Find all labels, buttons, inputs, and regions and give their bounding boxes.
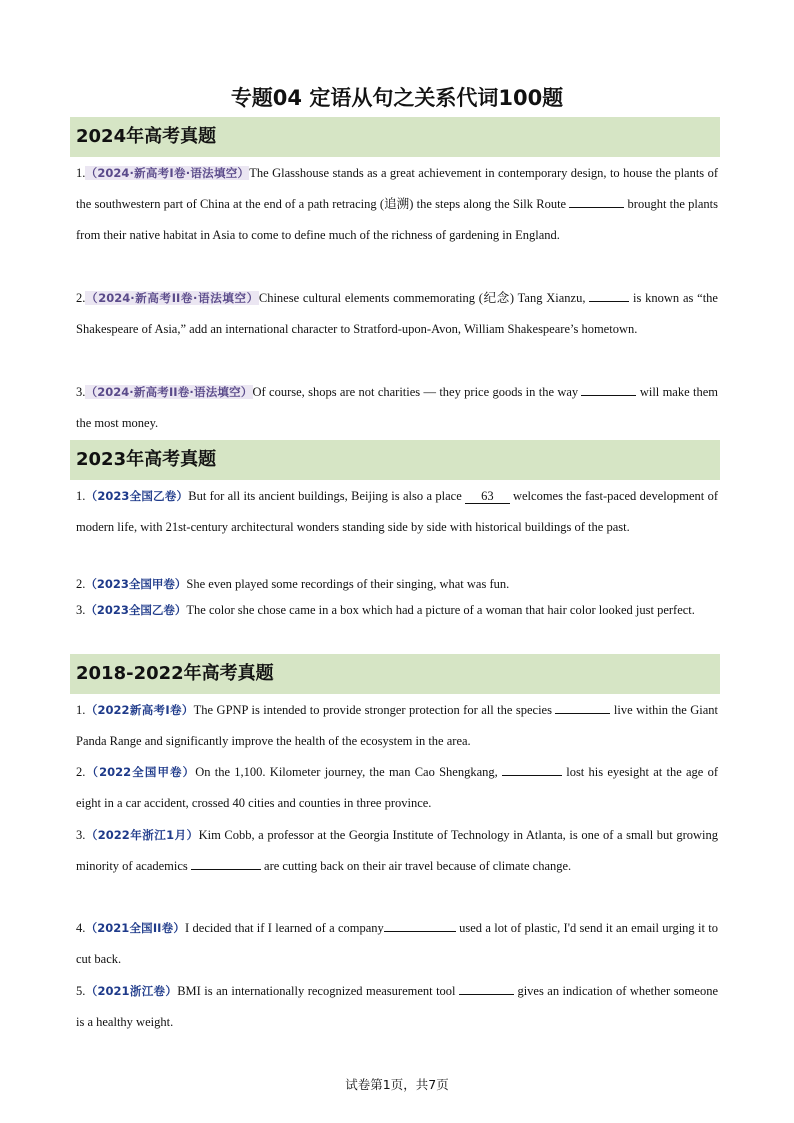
question-2024-1 [76, 158, 718, 251]
question-source: （2024·新高考Ⅰ卷·语法填空） [85, 166, 250, 180]
page-footer: 试卷第1页，共7页 [345, 1077, 449, 1092]
question-text-before: I decided that if I learned of a company [185, 921, 384, 935]
question-text-after: brought the plants from their native habitat in Asia to come to define much of the richness of gardening in England. [76, 197, 718, 242]
answer-blank-filled[interactable]: 63 [465, 489, 510, 504]
question-source: （2021全国II卷） [85, 921, 186, 935]
question-2024-3 [76, 377, 718, 439]
answer-blank[interactable] [459, 980, 514, 995]
question-text-before: The Glasshouse stands as a great achievement in contemporary design, to house the plants of the southwestern part of China at the end of a path retracing (追溯) the steps along the Silk Route [76, 166, 718, 211]
question-text-after: welcomes the fast-paced development of modern life, with 21st-century architectural wonders standing side by side with historical buildings of the past. [76, 489, 718, 534]
question-source: （2022年浙江1月） [85, 828, 199, 842]
section-heading-2023: 2023年高考真题 [70, 440, 720, 480]
question-source: （2022全国甲卷） [85, 765, 196, 779]
question-source: （2023全国甲卷） [85, 577, 187, 591]
question-text-before: Chinese cultural elements commemorating (纪念) Tang Xianzu, [258, 291, 590, 305]
section-heading-2024: 2024年高考真题 [70, 117, 720, 157]
question-number: 4. [76, 921, 86, 935]
page-title: 专题04 定语从句之关系代词100题 [230, 86, 564, 110]
question-text: She even played some recordings of their singing, what was fun. [186, 577, 510, 591]
question-text-after: lost his eyesight at the age of eight in a car accident, crossed 40 cities and counties in three province. [76, 765, 718, 810]
question-text-after: gives an indication of whether someone is a healthy weight. [76, 984, 719, 1029]
question-text-after: are cutting back on their air travel because of climate change. [260, 859, 572, 873]
question-source: （2024·新高考II卷·语法填空） [85, 385, 253, 399]
question-2022-3 [76, 820, 718, 882]
question-text-after: live within the Giant Panda Range and significantly improve the health of the ecosystem in the area. [76, 703, 718, 748]
question-text-after: is known as “the Shakespeare of Asia,” add an international character to Stratford-upon-Avon, William Shakespeare’s hometown. [76, 291, 718, 336]
question-source: （2024·新高考II卷·语法填空） [85, 291, 259, 305]
question-number: 3. [76, 603, 86, 617]
question-text-after: will make them the most money. [76, 385, 718, 430]
question-text-after: used a lot of plastic, I'd send it an email urging it to cut back. [76, 921, 718, 966]
question-text-before: The GPNP is intended to provide stronger protection for all the species [193, 703, 556, 717]
question-number: 1. [76, 166, 86, 180]
question-number: 1. [76, 703, 86, 717]
question-source: （2022新高考Ⅰ卷） [85, 703, 194, 717]
question-2023-1 [76, 481, 718, 543]
answer-blank[interactable] [502, 761, 562, 776]
question-2022-2 [76, 757, 718, 819]
question-number: 3. [76, 828, 86, 842]
question-source: （2023全国乙卷） [85, 603, 187, 617]
question-source: （2021浙江卷） [85, 984, 178, 998]
question-text-before: Of course, shops are not charities — they price goods in the way [252, 385, 582, 399]
question-text-before: BMI is an internationally recognized measurement tool [177, 984, 459, 998]
question-2021-5 [76, 976, 718, 1038]
question-2022-1 [76, 695, 718, 757]
question-number: 5. [76, 984, 86, 998]
question-text: The color she chose came in a box which had a picture of a woman that hair color looked just perfect. [186, 603, 695, 617]
answer-blank[interactable] [384, 917, 456, 932]
answer-blank[interactable] [569, 193, 624, 208]
question-2023-2 [76, 571, 718, 597]
question-number: 3. [76, 385, 86, 399]
question-number: 2. [76, 577, 86, 591]
answer-blank[interactable] [555, 699, 610, 714]
question-2021-4 [76, 913, 718, 975]
question-text-before: Kim Cobb, a professor at the Georgia Institute of Technology in Atlanta, is one of a small but growing minority of academics [76, 828, 718, 873]
answer-blank[interactable] [581, 381, 636, 396]
question-number: 2. [76, 765, 86, 779]
question-2023-3 [76, 597, 718, 623]
question-number: 1. [76, 489, 86, 503]
answer-blank[interactable] [191, 855, 261, 870]
question-source: （2023全国乙卷） [85, 489, 189, 503]
answer-blank[interactable] [589, 287, 629, 302]
question-2024-2 [76, 283, 718, 345]
question-text-before: On the 1,100. Kilometer journey, the man Cao Shengkang, [195, 765, 502, 779]
section-heading-2018-2022: 2018-2022年高考真题 [70, 654, 720, 694]
question-number: 2. [76, 291, 86, 305]
question-text-before: But for all its ancient buildings, Beijing is also a place [188, 489, 466, 503]
